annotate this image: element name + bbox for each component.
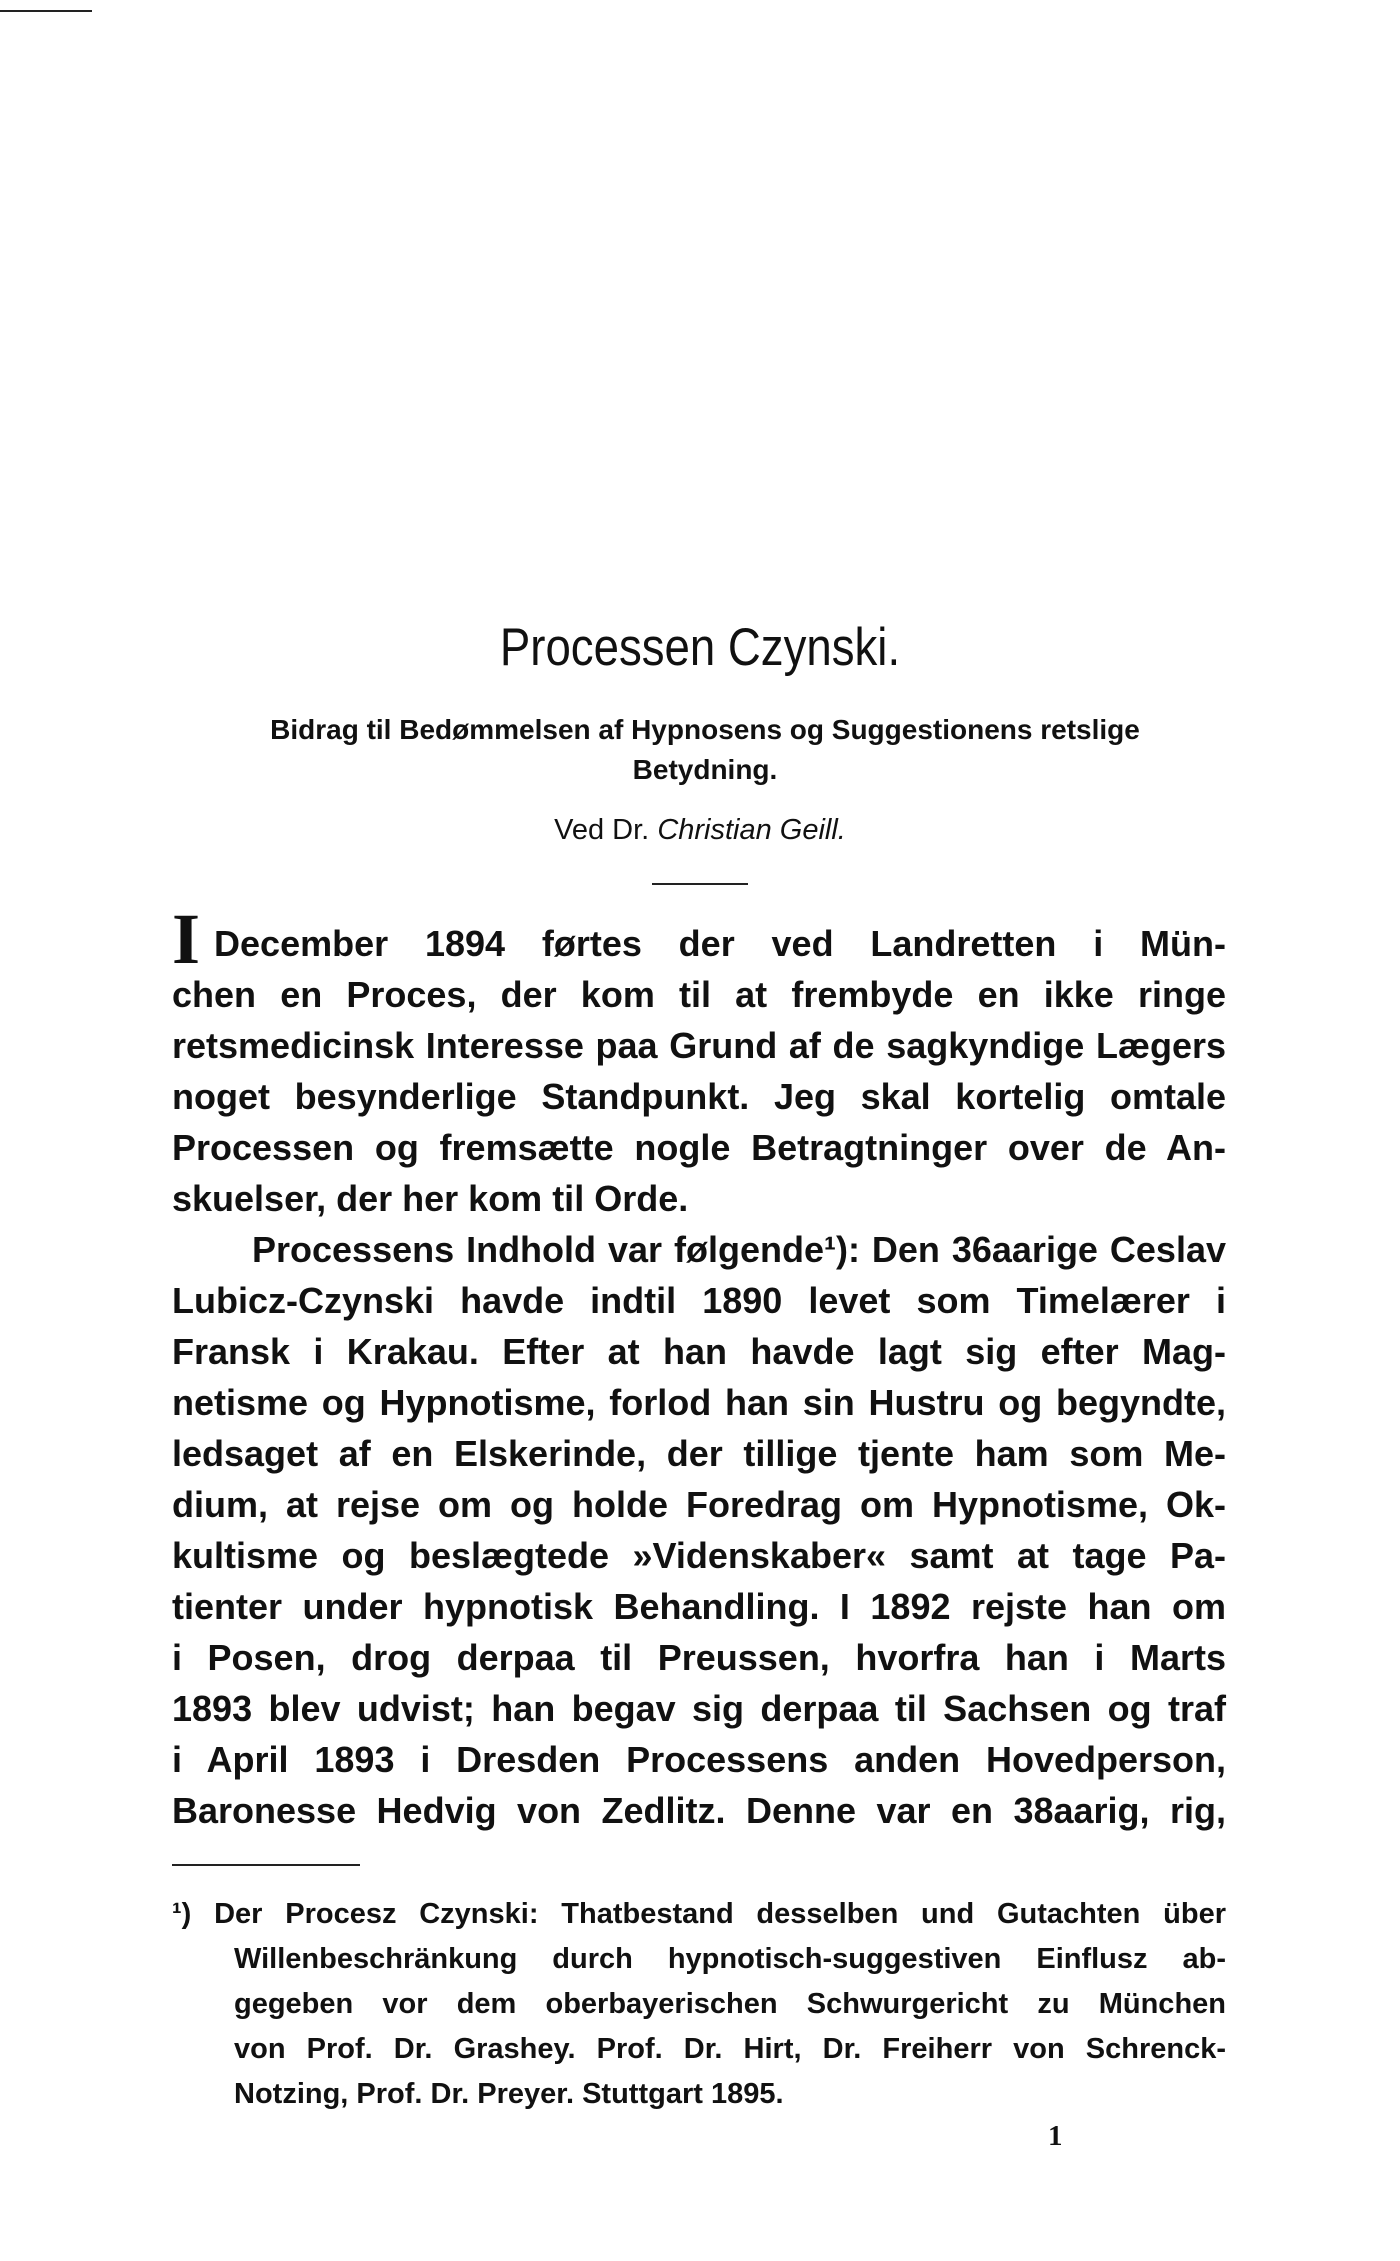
chapter-subtitle <box>190 710 1220 790</box>
body-line: tienter under hypnotisk Behandling. I 1892 rejste han om <box>172 1586 1226 1627</box>
body-text <box>172 899 1226 1836</box>
footnote-line: Willenbeschränkung durch hypnotisch-suggestiven Einflusz ab- <box>234 1943 1226 1975</box>
footnote-divider <box>172 1864 360 1866</box>
body-line: i Posen, drog derpaa til Preussen, hvorfra han i Marts <box>172 1637 1226 1678</box>
subtitle-line-1: Bidrag til Bedømmelsen af Hypnosens og Suggestionens retslige <box>270 714 1140 745</box>
body-line: noget besynderlige Standpunkt. Jeg skal kortelig omtale <box>172 1076 1226 1117</box>
drop-cap: I <box>172 899 201 979</box>
footnote-line: ¹) Der Procesz Czynski: Thatbestand desselben und Gutachten über <box>172 1898 1226 1930</box>
body-line: kultisme og beslægtede »Videnskaber« samt at tage Pa- <box>172 1535 1226 1576</box>
body-line: dium, at rejse om og holde Foredrag om Hypnotisme, Ok- <box>172 1484 1226 1525</box>
body-line: Baronesse Hedvig von Zedlitz. Denne var en 38aarig, rig, <box>172 1790 1226 1831</box>
body-line: Processen og fremsætte nogle Betragtninger over de An- <box>172 1127 1226 1168</box>
footnote-line: Notzing, Prof. Dr. Preyer. Stuttgart 1895. <box>234 2078 784 2110</box>
body-line: netisme og Hypnotisme, forlod han sin Hustru og begyndte, <box>172 1382 1226 1423</box>
author-prefix: Ved Dr. <box>554 814 650 846</box>
page-number: 1 <box>1048 2120 1063 2152</box>
author-name: Christian Geill. <box>657 814 846 846</box>
footnote <box>172 1892 1226 2117</box>
title-divider <box>652 883 748 885</box>
body-line: Lubicz-Czynski havde indtil 1890 levet som Timelærer i <box>172 1280 1226 1321</box>
body-line: Processens Indhold var følgende¹): Den 36aarige Ceslav <box>252 1229 1226 1270</box>
body-line: I December 1894 førtes der ved Landretten i Mün- <box>172 899 1226 979</box>
body-line: i April 1893 i Dresden Processens anden Hovedperson, <box>172 1739 1226 1780</box>
subtitle-line-2: Betydning. <box>632 754 778 785</box>
body-line: Fransk i Krakau. Efter at han havde lagt sig efter Mag- <box>172 1331 1226 1372</box>
author-line <box>0 814 1400 847</box>
body-line: 1893 blev udvist; han begav sig derpaa til Sachsen og traf <box>172 1688 1226 1729</box>
body-line: chen en Proces, der kom til at frembyde en ikke ringe <box>172 974 1226 1015</box>
footnote-line: von Prof. Dr. Grashey. Prof. Dr. Hirt, Dr. Freiherr von Schrenck- <box>234 2033 1226 2065</box>
body-line: retsmedicinsk Interesse paa Grund af de sagkyndige Lægers <box>172 1025 1226 1066</box>
footnote-line: gegeben vor dem oberbayerischen Schwurgericht zu München <box>234 1988 1226 2020</box>
body-line: ledsaget af en Elskerinde, der tillige tjente ham som Me- <box>172 1433 1226 1474</box>
chapter-title: Processen Czynski. <box>499 618 901 677</box>
body-line: skuelser, der her kom til Orde. <box>172 1178 689 1219</box>
corner-rule <box>0 10 92 12</box>
